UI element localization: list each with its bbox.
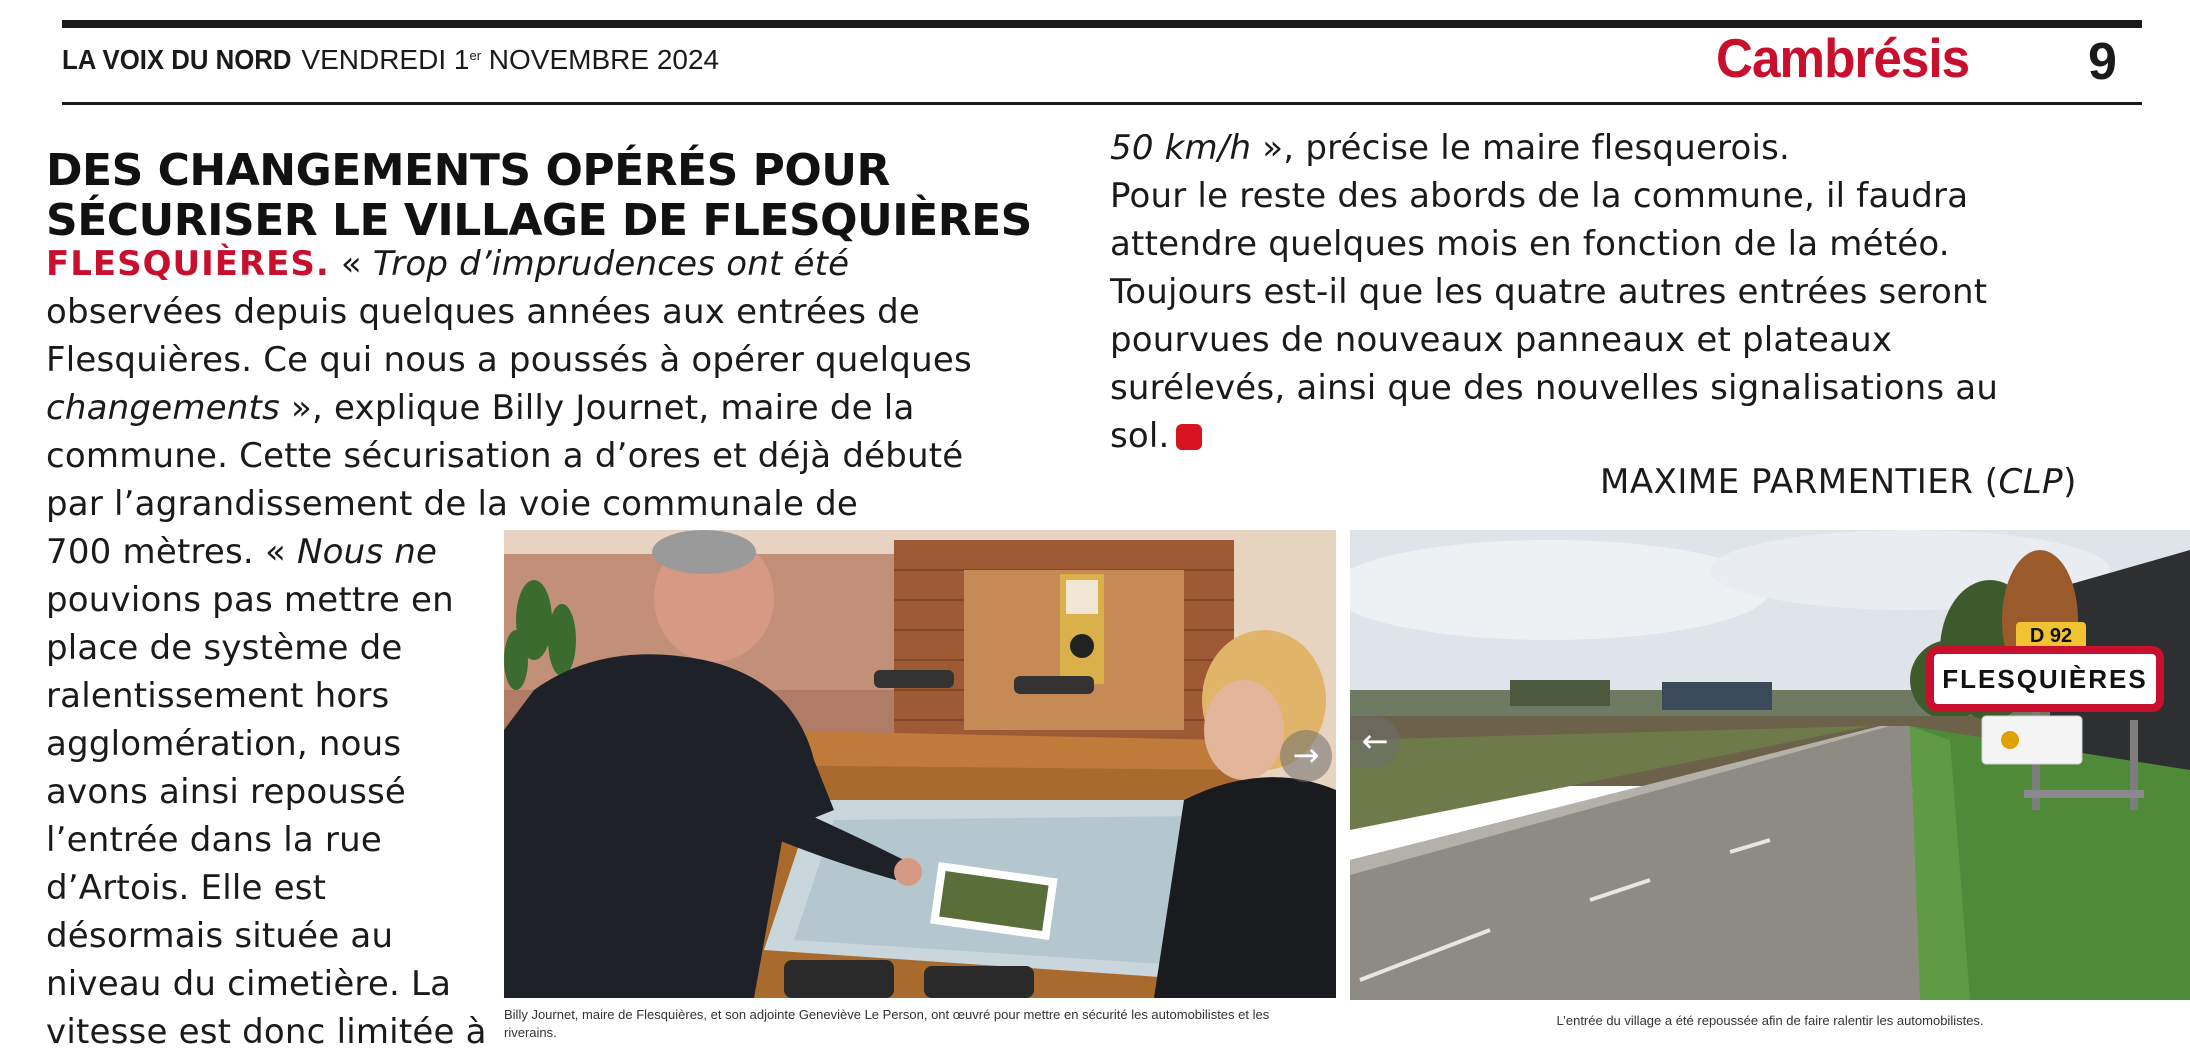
article-end-mark <box>1176 424 1202 450</box>
body-line: vitesse est donc limitée à <box>46 1012 487 1052</box>
article-byline: MAXIME PARMENTIER (CLP) <box>1600 462 2077 502</box>
body-line: pouvions pas mettre en <box>46 580 454 620</box>
body-line: place de système de <box>46 628 403 668</box>
section-title: Cambrésis <box>1716 27 1970 89</box>
body-line: par l’agrandissement de la voie communale de <box>46 484 858 524</box>
next-photo-arrow-icon[interactable]: → <box>1280 730 1332 782</box>
body-line: pourvues de nouveaux panneaux et plateaux <box>1110 320 1893 360</box>
body-line: changements », explique Billy Journet, maire de la <box>46 388 915 428</box>
issue-date: VENDREDI 1er NOVEMBRE 2024 <box>301 44 720 75</box>
photo-village-entrance-image <box>1350 530 2190 1000</box>
body-line: commune. Cette sécurisation a d’ores et déjà débuté <box>46 436 964 476</box>
body-line: Flesquières. Ce qui nous a poussés à opérer quelques <box>46 340 972 380</box>
body-line: ralentissement hors <box>46 676 390 716</box>
masthead <box>62 44 719 84</box>
newspaper-name: LA VOIX DU NORD <box>62 44 292 75</box>
photo-village-entrance[interactable] <box>1350 530 2190 1000</box>
page-number: 9 <box>2088 33 2117 91</box>
body-line: observées depuis quelques années aux entrées de <box>46 292 921 332</box>
body-line: niveau du cimetière. La <box>46 964 452 1004</box>
body-line: sol. <box>1110 416 1202 456</box>
village-name-sign: FLESQUIÈRES <box>1942 664 2148 694</box>
body-line: Toujours est-il que les quatre autres entrées seront <box>1110 272 1988 312</box>
body-line: désormais située au <box>46 916 394 956</box>
article-headline: DES CHANGEMENTS OPÉRÉS POUR SÉCURISER LE VILLAGE DE FLESQUIÈRES <box>46 145 1032 246</box>
body-line: avons ainsi repoussé <box>46 772 407 812</box>
body-line: surélevés, ainsi que des nouvelles signalisations au <box>1110 368 1999 408</box>
body-line: attendre quelques mois en fonction de la météo. <box>1110 224 1950 264</box>
body-line: Pour le reste des abords de la commune, il faudra <box>1110 176 1969 216</box>
body-line: 50 km/h », précise le maire flesquerois. <box>1110 128 1791 168</box>
body-line: d’Artois. Elle est <box>46 868 327 908</box>
photo2-caption: L’entrée du village a été repoussée afin de faire ralentir les automobilistes. <box>1556 1013 1984 1028</box>
header-rule-bottom <box>62 102 2142 105</box>
photo-mayor-meeting[interactable] <box>504 530 1336 998</box>
body-line: 700 mètres. « Nous ne <box>46 532 438 572</box>
article-kicker: FLESQUIÈRES. <box>46 244 330 284</box>
photo-mayor-meeting-image <box>504 530 1336 998</box>
body-line: l’entrée dans la rue <box>46 820 382 860</box>
road-number-sign: D 92 <box>2029 625 2073 647</box>
body-line: FLESQUIÈRES. « Trop d’imprudences ont été <box>46 244 850 284</box>
body-line: agglomération, nous <box>46 724 402 764</box>
photo1-caption: Billy Journet, maire de Flesquières, et son adjointe Geneviève Le Person, ont œuvré pour mettre en sécurité les automobilistes et les riverains. <box>504 1007 1270 1040</box>
previous-photo-arrow-icon[interactable]: ← <box>1350 716 1400 768</box>
